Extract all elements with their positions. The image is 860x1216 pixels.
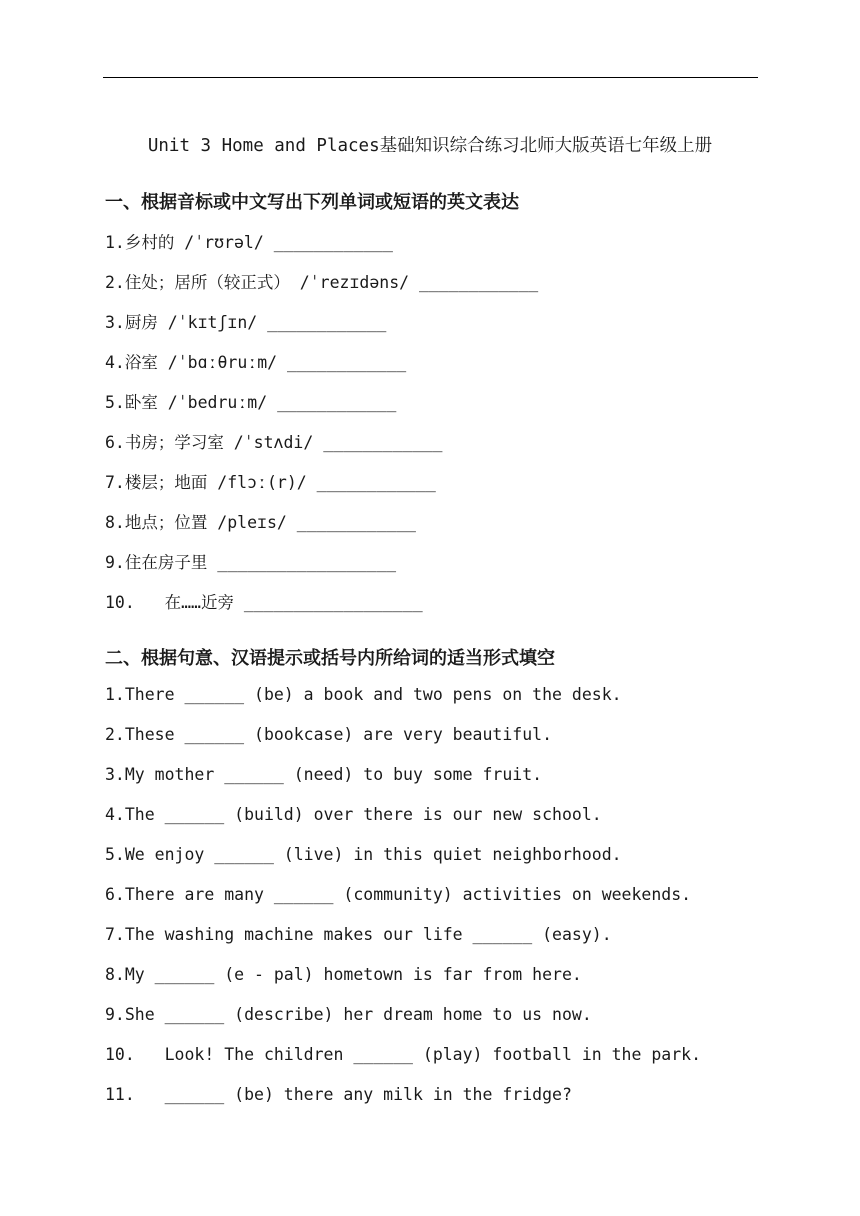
fill-item-11: 11. ______ (be) there any milk in the fridge? bbox=[105, 1085, 572, 1104]
fill-item-1: 1.There ______ (be) a book and two pens on the desk. bbox=[105, 685, 622, 704]
vocab-item-5: 5.卧室 /ˈbedruːm/ ____________ bbox=[105, 393, 397, 412]
vocab-item-10: 10. 在……近旁 __________________ bbox=[105, 593, 423, 612]
fill-item-6: 6.There are many ______ (community) activities on weekends. bbox=[105, 885, 692, 904]
fill-item-8: 8.My ______ (e - pal) hometown is far from here. bbox=[105, 965, 582, 984]
vocab-item-1: 1.乡村的 /ˈrʊrəl/ ____________ bbox=[105, 233, 393, 252]
section2-heading: 二、根据句意、汉语提示或括号内所给词的适当形式填空 bbox=[105, 648, 555, 669]
header-rule bbox=[103, 77, 758, 78]
vocab-item-2: 2.住处；居所（较正式） /ˈrezɪdəns/ ____________ bbox=[105, 273, 539, 292]
fill-item-10: 10. Look! The children ______ (play) football in the park. bbox=[105, 1045, 702, 1064]
fill-item-2: 2.These ______ (bookcase) are very beautiful. bbox=[105, 725, 553, 744]
fill-item-4: 4.The ______ (build) over there is our new school. bbox=[105, 805, 602, 824]
vocab-item-8: 8.地点；位置 /pleɪs/ ____________ bbox=[105, 513, 416, 532]
fill-item-3: 3.My mother ______ (need) to buy some fruit. bbox=[105, 765, 543, 784]
vocab-item-4: 4.浴室 /ˈbɑːθruːm/ ____________ bbox=[105, 353, 407, 372]
vocab-item-9: 9.住在房子里 __________________ bbox=[105, 553, 397, 572]
vocab-item-3: 3.厨房 /ˈkɪtʃɪn/ ____________ bbox=[105, 313, 387, 332]
section1-heading: 一、根据音标或中文写出下列单词或短语的英文表达 bbox=[105, 192, 519, 213]
document-title: Unit 3 Home and Places基础知识综合练习北师大版英语七年级上册 bbox=[147, 136, 713, 156]
fill-item-9: 9.She ______ (describe) her dream home to us now. bbox=[105, 1005, 592, 1024]
vocab-item-7: 7.楼层；地面 /flɔː(r)/ ____________ bbox=[105, 473, 436, 492]
fill-item-7: 7.The washing machine makes our life ______ (easy). bbox=[105, 925, 612, 944]
fill-item-5: 5.We enjoy ______ (live) in this quiet neighborhood. bbox=[105, 845, 622, 864]
vocab-item-6: 6.书房；学习室 /ˈstʌdi/ ____________ bbox=[105, 433, 443, 452]
